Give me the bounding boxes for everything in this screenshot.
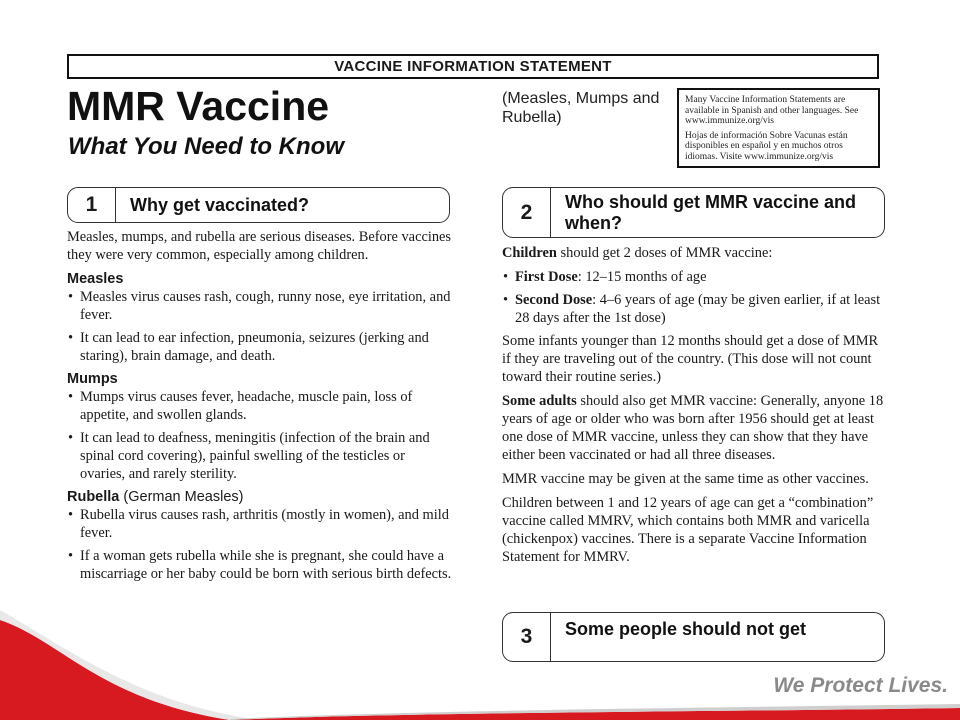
- same-time-paragraph: MMR vaccine may be given at the same time as other vaccines.: [502, 471, 869, 487]
- document-title: MMR Vaccine: [67, 83, 330, 129]
- measles-list: [67, 288, 452, 365]
- mumps-heading: Mumps: [67, 371, 118, 387]
- dose-label: Second Dose: [515, 292, 593, 308]
- mmrv-paragraph: Children between 1 and 12 years of age can get a “combination” vaccine called MMRV, which contains both MMR and varicella (chickenpox) vaccines. There is a separate Vaccine Information Statement for MMRV.: [502, 495, 874, 565]
- rubella-heading: [67, 488, 452, 506]
- section-2-header: [502, 187, 885, 238]
- children-paragraph: [502, 244, 887, 262]
- section-1-title: Why get vaccinated?: [130, 195, 310, 215]
- list-item: [502, 291, 887, 327]
- list-item: • It can lead to ear infection, pneumonia, seizures (jerking and staring), brain damage, and death.: [67, 329, 452, 365]
- language-note-english: Many Vaccine Information Statements are available in Spanish and other languages. See www.immunize.org/vis: [685, 95, 859, 126]
- list-item: • If a woman gets rubella while she is pregnant, she could have a miscarriage or her baby could be born with serious birth defects.: [67, 547, 452, 583]
- list-item: [502, 268, 887, 286]
- section-2-title: Who should get MMR vaccine and when?: [565, 192, 857, 233]
- document-subtitle: What You Need to Know: [68, 133, 344, 160]
- infants-paragraph: Some infants younger than 12 months should get a dose of MMR if they are traveling out of the country. (This dose will not count toward their routine series.): [502, 333, 879, 385]
- section-1-number: 1: [68, 188, 116, 222]
- adults-label: Some adults: [502, 393, 577, 409]
- list-item: • Rubella virus causes rash, arthritis (mostly in women), and mild fever.: [67, 506, 452, 542]
- vis-header: VACCINE INFORMATION STATEMENT: [67, 54, 879, 79]
- footer-swoosh: [0, 600, 960, 720]
- section-2-body: [502, 244, 887, 572]
- section-2-number: 2: [503, 188, 551, 237]
- mumps-list: [67, 388, 452, 483]
- footer-tagline: We Protect Lives.: [773, 674, 948, 697]
- dose-text: : 12–15 months of age: [577, 269, 707, 285]
- dose-text: : 4–6 years of age (may be given earlier, if at least 28 days after the 1st dose): [515, 292, 881, 326]
- rubella-heading-label: Rubella: [67, 489, 120, 505]
- list-item: • Measles virus causes rash, cough, runny nose, eye irritation, and fever.: [67, 288, 452, 324]
- rubella-heading-note: (German Measles): [123, 489, 244, 505]
- children-label: Children: [502, 245, 557, 261]
- adults-paragraph: [502, 392, 887, 464]
- language-note-box: [677, 88, 880, 168]
- diseases-note: (Measles, Mumps and Rubella): [502, 90, 660, 126]
- section-1-body: [67, 228, 452, 635]
- section-3-title: Some people should not get: [565, 619, 807, 639]
- dose-label: First Dose: [515, 269, 578, 285]
- list-item: • It can lead to deafness, meningitis (infection of the brain and spinal cord covering), painful swelling of the testicles or ovaries, and rarely sterility.: [67, 429, 452, 483]
- adults-text: should also get MMR vaccine: Generally, anyone 18 years of age or older who was born after 1956 should get at least one dose of MMR vaccine, unless they can show that they have either been vaccinated or had all three diseases.: [502, 393, 884, 463]
- dose-list: [502, 268, 887, 327]
- list-item: • Mumps virus causes fever, headache, muscle pain, loss of appetite, and swollen glands.: [67, 388, 452, 424]
- section-3-number: 3: [503, 613, 551, 661]
- section-1-intro: Measles, mumps, and rubella are serious diseases. Before vaccines they were very common, especially among children.: [67, 229, 452, 263]
- rubella-list: [67, 506, 452, 583]
- section-1-header: [67, 187, 450, 223]
- measles-heading: Measles: [67, 271, 124, 287]
- language-note-spanish: Hojas de información Sobre Vacunas están disponibles en español y en muchos otros idiomas. Visite www.immunize.org/vis: [685, 130, 848, 162]
- children-text: should get 2 doses of MMR vaccine:: [556, 245, 773, 261]
